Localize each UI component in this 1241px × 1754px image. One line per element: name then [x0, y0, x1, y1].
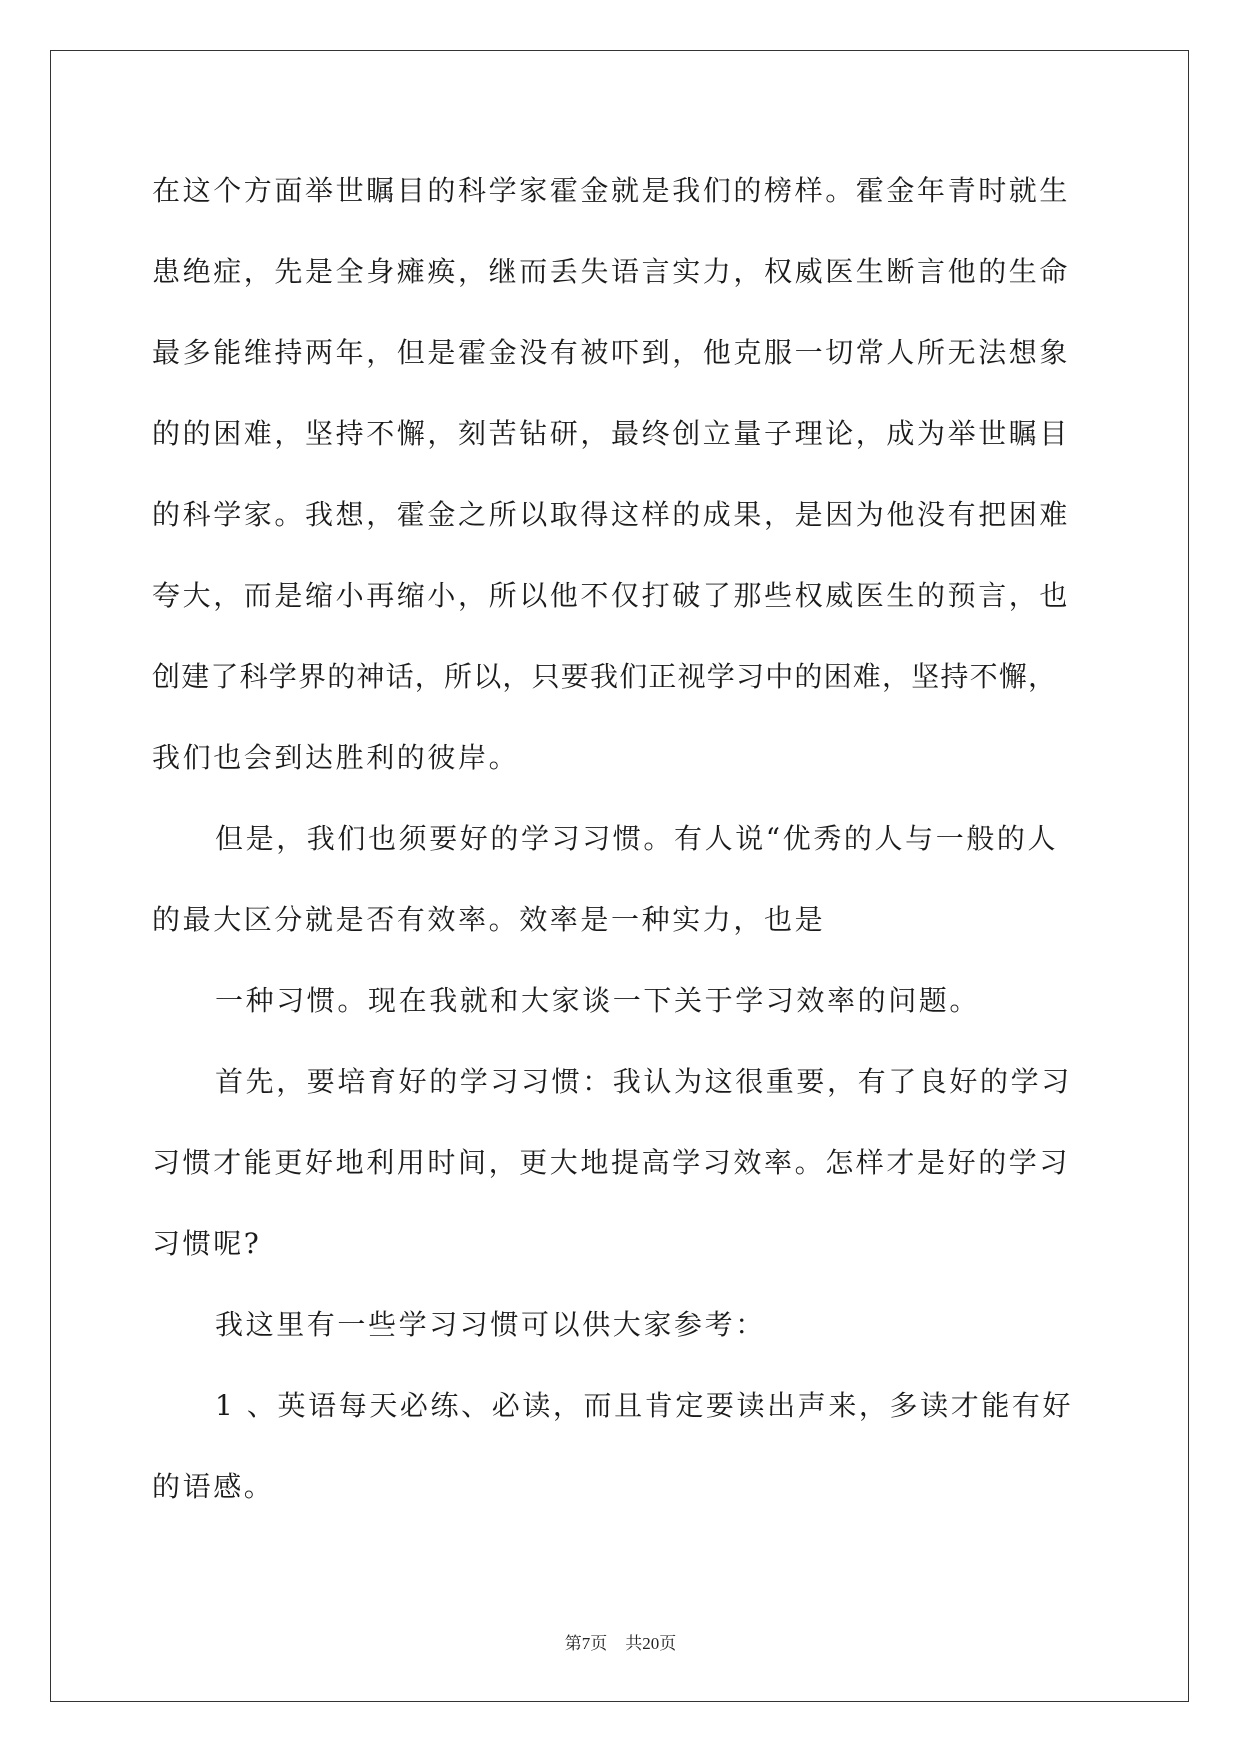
text-line: 习惯呢?: [152, 1227, 262, 1260]
paragraph-start-line: 但是，我们也须要好的学习习惯。有人说“优秀的人与一般的人: [215, 822, 1059, 855]
page-total: 共20页: [625, 1634, 677, 1653]
text-line: 在这个方面举世瞩目的科学家霍金就是我们的榜样。霍金年青时就生: [152, 174, 1071, 207]
text-line: 的科学家。我想，霍金之所以取得这样的成果，是因为他没有把困难: [152, 498, 1071, 531]
text-line: 患绝症，先是全身瘫痪，继而丢失语言实力，权威医生断言他的生命: [152, 255, 1071, 288]
text-line: 的最大区分就是否有效率。效率是一种实力，也是: [152, 903, 826, 936]
paragraph-start-line: 首先，要培育好的学习习惯：我认为这很重要，有了良好的学习: [215, 1065, 1072, 1098]
paragraph-start-line: 一种习惯。现在我就和大家谈一下关于学习效率的问题。: [215, 984, 981, 1017]
text-line: 的的困难，坚持不懈，刻苦钻研，最终创立量子理论，成为举世瞩目: [152, 417, 1071, 450]
text-line: 的语感。: [152, 1470, 275, 1503]
text-line: 创建了科学界的神话，所以，只要我们正视学习中的困难，坚持不懈，: [152, 660, 1058, 693]
text-line: 夸大，而是缩小再缩小，所以他不仅打破了那些权威医生的预言，也: [152, 579, 1071, 612]
text-line: 最多能维持两年，但是霍金没有被吓到，他克服一切常人所无法想象: [152, 336, 1071, 369]
page-number: 第7页: [564, 1634, 608, 1653]
list-item-line: 1 、英语每天必练、必读，而且肯定要读出声来，多读才能有好: [215, 1389, 1074, 1422]
document-body: [152, 162, 1092, 1539]
text-line: 习惯才能更好地利用时间，更大地提高学习效率。怎样才是好的学习: [152, 1146, 1071, 1179]
paragraph-start-line: 我这里有一些学习习惯可以供大家参考：: [215, 1308, 766, 1341]
text-line: 我们也会到达胜利的彼岸。: [152, 741, 520, 774]
page-footer: [0, 1632, 1241, 1656]
